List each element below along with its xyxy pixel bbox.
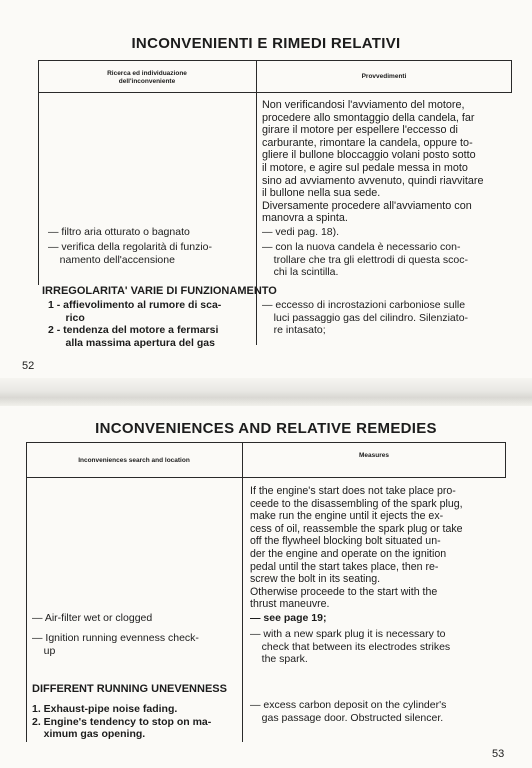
remedy-item-2: — con la nuova candela è necessario con- trollare che tra gli elettrodi di questa scoc- chi la scintilla. <box>262 241 469 279</box>
column-header-search: Ricerca ed individuazione dell'inconveniente <box>107 70 187 85</box>
irregularity-remedy: — excess carbon deposit on the cylinder's gas passage door. Obstructed silencer. <box>250 699 447 724</box>
page-number: 53 <box>492 748 505 760</box>
column-header-measures: Provvedimenti <box>361 73 407 80</box>
remedy-item-1: — vedi pag. 18). <box>262 226 340 238</box>
page-title: INCONVENIENCES AND RELATIVE REMEDIES <box>95 420 437 437</box>
page-title: INCONVENIENTI E RIMEDI RELATIVI <box>131 35 401 52</box>
remedy-item-1: — see page 19; <box>250 612 327 624</box>
remedy-item-2: — with a new spark plug it is necessary to check that between its electrodes strikes the spark. <box>250 628 451 666</box>
page-53 <box>0 406 532 768</box>
irregularity-items: 1 - affievolimento al rumore di sca- rico 2 - tendenza del motore a fermarsi alla massima apertura del gas <box>48 299 222 349</box>
table-header-border <box>26 477 506 478</box>
page-gap <box>0 378 532 406</box>
table-left-border <box>26 442 27 742</box>
inconvenience-item-2: — verifica della regolarità di funzio- namento dell'accensione <box>48 241 212 266</box>
table-top-border <box>38 60 512 61</box>
table-right-border <box>511 60 512 93</box>
table-left-border <box>38 60 39 285</box>
column-header-search: Inconveniences search and location <box>78 457 190 464</box>
page-52 <box>0 0 532 378</box>
column-header-measures: Measures <box>359 452 389 459</box>
section-title: IRREGOLARITA' VARIE DI FUNZIONAMENTO <box>42 285 277 297</box>
remedy-main: Non verificandosi l'avviamento del motore, procedere allo smontaggio della candela, far girare il motore per espellere l'eccesso di carburante, rimontare la candela, oppure to- gliere il bullone bloccaggio volani posto sotto il motore, e agire sul pedale messa in moto sino ad avviamento avvenuto, quindi riavvitare il bullone nella sua sede. Diversamente procedere all'avviamento con manovra a spinta. <box>262 99 484 225</box>
page-number: 52 <box>22 360 35 372</box>
inconvenience-item-1: — Air-filter wet or clogged <box>32 612 153 624</box>
irregularity-items: 1. Exhaust-pipe noise fading. 2. Engine's tendency to stop on ma- ximum gas opening. <box>32 703 212 741</box>
table-right-border <box>505 442 506 478</box>
inconvenience-item-1: — filtro aria otturato o bagnato <box>48 226 190 238</box>
column-divider <box>242 442 243 742</box>
section-title: DIFFERENT RUNNING UNEVENNESS <box>32 683 227 695</box>
column-divider <box>256 60 257 345</box>
table-top-border <box>26 442 506 443</box>
remedy-main: If the engine's start does not take place pro- ceede to the disassembling of the spark plug, make run the engine until it ejects the ex- cess of oil, reassemble the spark plug or take off the flywheel blocking bolt situated un- der the engine and operate on the ignition pedal until the start takes place, then re- screw the bolt in its seating. Otherwise proceede to the start with the thrust maneuvre. <box>250 485 463 611</box>
irregularity-remedy: — eccesso di incrostazioni carboniose sulle luci passaggio gas del cilindro. Silenziato- re intasato; <box>262 299 469 337</box>
table-header-border <box>38 92 512 93</box>
inconvenience-item-2: — Ignition running evenness check- up <box>32 632 199 657</box>
